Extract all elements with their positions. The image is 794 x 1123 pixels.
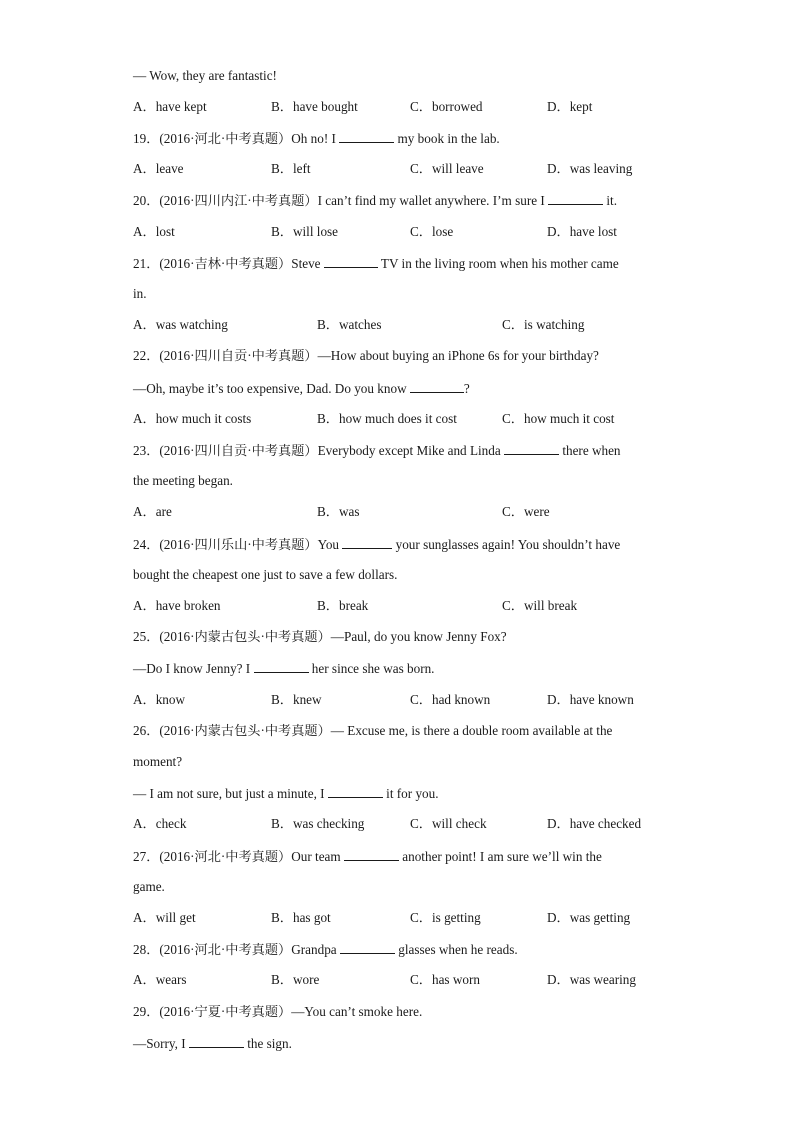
- q23-option-b: B．was: [317, 504, 360, 519]
- q24-option-a: A．have broken: [133, 598, 221, 613]
- q26-option-b: B．was checking: [271, 816, 365, 831]
- q23-option-a: A．are: [133, 504, 172, 519]
- q28-option-b: B．wore: [271, 972, 320, 987]
- q28-option-c: C．has worn: [410, 972, 480, 987]
- q25-option-b: B．knew: [271, 692, 322, 707]
- q27-option-a: A．will get: [133, 910, 196, 925]
- q24-stem-continued: bought the cheapest one just to save a few dollars.: [133, 567, 398, 582]
- q18-options: [133, 99, 693, 115]
- q27-stem-continued: game.: [133, 879, 165, 894]
- q24-option-c: C．will break: [502, 598, 578, 613]
- q20-option-d: D．have lost: [547, 224, 617, 239]
- q27-options: [133, 910, 693, 926]
- q20-stem: 20．(2016·四川内江·中考真题）I can’t find my wallet anywhere. I’m sure I it.: [133, 193, 617, 208]
- q26-option-c: C．will check: [410, 816, 487, 831]
- q28-stem: 28．(2016·河北·中考真题）Grandpa glasses when he reads.: [133, 942, 518, 957]
- q18-option-c: C．borrowed: [410, 99, 483, 114]
- q20-options: [133, 224, 693, 240]
- answer-blank: [410, 380, 464, 393]
- q25-option-c: C．had known: [410, 692, 491, 707]
- q29-dialogue-line: —Sorry, I the sign.: [133, 1036, 292, 1051]
- q24-option-b: B．break: [317, 598, 369, 613]
- q21-stem: 21．(2016·吉林·中考真题）Steve TV in the living room when his mother came: [133, 256, 619, 271]
- q23-options: [133, 504, 693, 520]
- answer-blank: [344, 848, 399, 861]
- q25-option-d: D．have known: [547, 692, 634, 707]
- answer-blank: [504, 442, 559, 455]
- answer-blank: [189, 1035, 244, 1048]
- q24-options: [133, 598, 693, 614]
- q19-option-a: A．leave: [133, 161, 184, 176]
- answer-blank: [339, 130, 394, 143]
- q25-option-a: A．know: [133, 692, 186, 707]
- answer-blank: [324, 255, 378, 268]
- q21-option-b: B．watches: [317, 317, 382, 332]
- q27-option-c: C．is getting: [410, 910, 481, 925]
- q22-options: [133, 411, 693, 427]
- q25-dialogue-line: —Do I know Jenny? I her since she was born.: [133, 661, 435, 676]
- q19-option-c: C．will leave: [410, 161, 484, 176]
- q19-option-b: B．left: [271, 161, 311, 176]
- q21-options: [133, 317, 693, 333]
- q18-option-d: D．kept: [547, 99, 593, 114]
- q25-options: [133, 692, 693, 708]
- q22-option-b: B．how much does it cost: [317, 411, 457, 426]
- answer-blank: [340, 941, 395, 954]
- q26-option-a: A．check: [133, 816, 187, 831]
- q20-option-a: A．lost: [133, 224, 175, 239]
- q26-stem: 26．(2016·内蒙古包头·中考真题）— Excuse me, is there a double room available at the: [133, 723, 613, 738]
- q29-stem: 29．(2016·宁夏·中考真题）—You can’t smoke here.: [133, 1004, 423, 1019]
- answer-blank: [548, 192, 603, 205]
- q19-stem: 19．(2016·河北·中考真题）Oh no! I my book in the lab.: [133, 131, 500, 146]
- q22-stem: 22．(2016·四川自贡·中考真题）—How about buying an iPhone 6s for your birthday?: [133, 348, 599, 363]
- q24-stem: 24．(2016·四川乐山·中考真题）You your sunglasses again! You shouldn’t have: [133, 537, 621, 552]
- q28-options: [133, 972, 693, 988]
- q26-option-d: D．have checked: [547, 816, 642, 831]
- q26-dialogue-line: — I am not sure, but just a minute, I it for you.: [133, 786, 439, 801]
- q26-stem-continued: moment?: [133, 754, 183, 769]
- answer-blank: [254, 660, 309, 673]
- q26-options: [133, 816, 693, 832]
- q21-stem-continued: in.: [133, 286, 147, 301]
- q18-option-a: A．have kept: [133, 99, 207, 114]
- q19-option-d: D．was leaving: [547, 161, 633, 176]
- q23-option-c: C．were: [502, 504, 550, 519]
- q21-option-c: C．is watching: [502, 317, 585, 332]
- q19-options: [133, 161, 693, 177]
- q27-stem: 27．(2016·河北·中考真题）Our team another point! I am sure we’ll win the: [133, 849, 602, 864]
- q23-stem: 23．(2016·四川自贡·中考真题）Everybody except Mike and Linda there when: [133, 443, 621, 458]
- q27-option-b: B．has got: [271, 910, 331, 925]
- q28-option-d: D．was wearing: [547, 972, 636, 987]
- q28-option-a: A．wears: [133, 972, 187, 987]
- q20-option-b: B．will lose: [271, 224, 339, 239]
- q27-option-d: D．was getting: [547, 910, 631, 925]
- q25-stem: 25．(2016·内蒙古包头·中考真题）—Paul, do you know Jenny Fox?: [133, 629, 507, 644]
- q21-option-a: A．was watching: [133, 317, 228, 332]
- q18-dialogue-line: — Wow, they are fantastic!: [133, 68, 277, 83]
- q18-option-b: B．have bought: [271, 99, 358, 114]
- q20-option-c: C．lose: [410, 224, 454, 239]
- answer-blank: [328, 785, 383, 798]
- answer-blank: [342, 536, 392, 549]
- q23-stem-continued: the meeting began.: [133, 473, 233, 488]
- q22-option-a: A．how much it costs: [133, 411, 252, 426]
- q22-dialogue-line: —Oh, maybe it’s too expensive, Dad. Do you know ?: [133, 381, 470, 396]
- q22-option-c: C．how much it cost: [502, 411, 615, 426]
